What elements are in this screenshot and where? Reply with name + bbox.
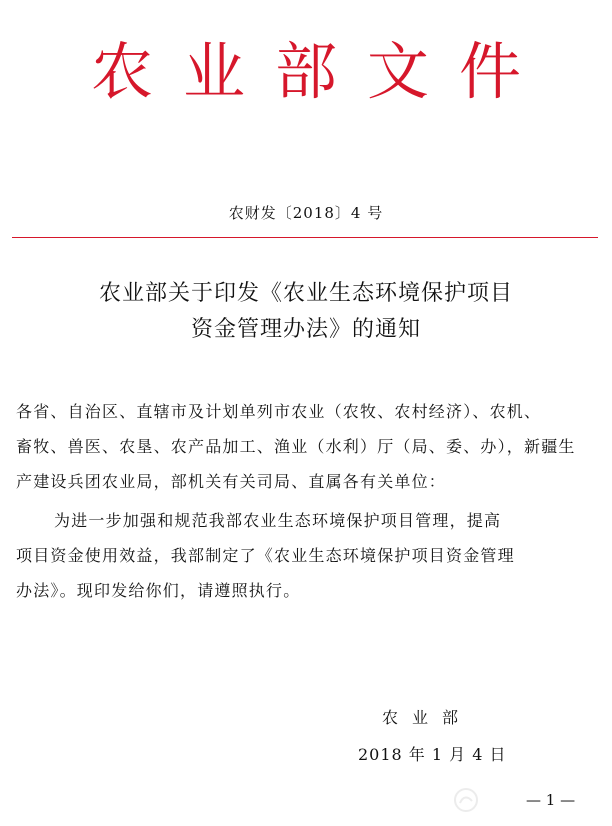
document-masthead: 农业部文件 bbox=[90, 35, 551, 108]
faint-seal-watermark-icon bbox=[452, 786, 480, 814]
signature-organization: 农业部 bbox=[382, 708, 473, 727]
addressee-line-1: 各省、自治区、直辖市及计划单列市农业（农牧、农村经济）、农机、 bbox=[16, 402, 542, 421]
page-number: — 1 — bbox=[526, 791, 576, 809]
body-paragraph-line-1: 为进一步加强和规范我部农业生态环境保护项目管理，提高 bbox=[54, 511, 502, 530]
body-paragraph-line-3: 办法》。现印发给你们，请遵照执行。 bbox=[16, 581, 301, 600]
signature-date: 2018 年 1 月 4 日 bbox=[358, 745, 507, 764]
masthead-divider bbox=[12, 237, 598, 238]
body-paragraph-line-2: 项目资金使用效益，我部制定了《农业生态环境保护项目资金管理 bbox=[16, 546, 515, 565]
document-number: 农财发〔2018〕4 号 bbox=[228, 204, 384, 222]
addressee-line-3: 产建设兵团农业局，部机关有关司局、直属各有关单位： bbox=[16, 472, 447, 491]
notice-title-line-2: 资金管理办法》的通知 bbox=[190, 317, 421, 342]
notice-title-line-1: 农业部关于印发《农业生态环境保护项目 bbox=[98, 281, 513, 306]
addressee-line-2: 畜牧、兽医、农垦、农产品加工、渔业（水利）厅（局、委、办），新疆生 bbox=[16, 437, 576, 456]
